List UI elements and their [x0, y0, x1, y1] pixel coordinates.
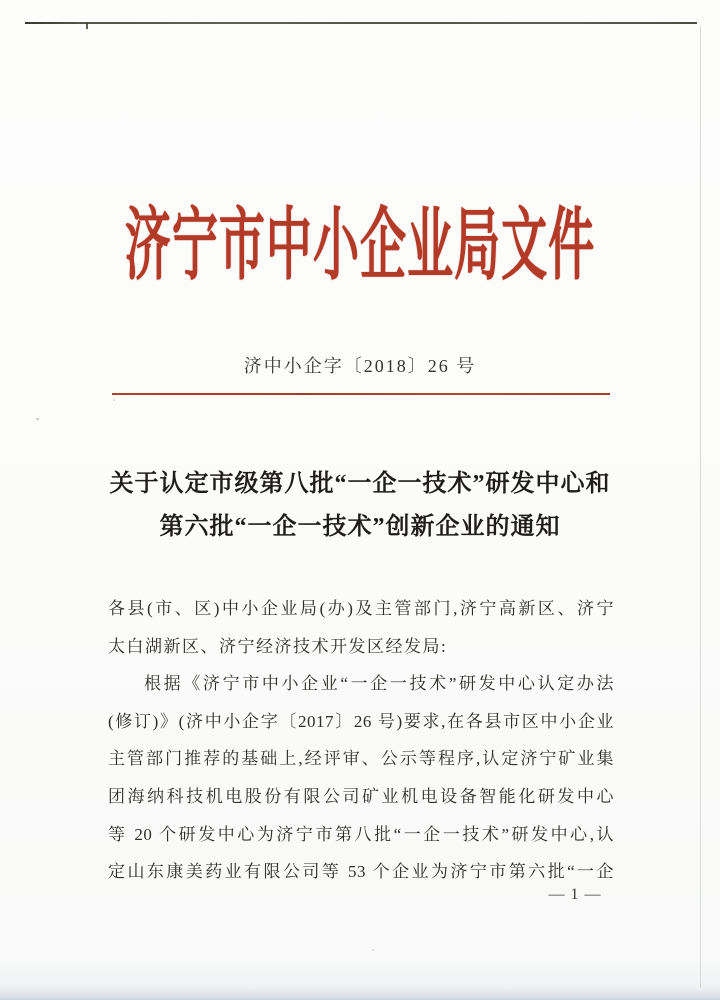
body-line-paragraph-3: 主管部门推荐的基础上,经评审、公示等程序,认定济宁矿业集 [108, 749, 614, 769]
scan-speck [36, 418, 39, 420]
body-line-addressees-1: 各县(市、区)中小企业局(办)及主管部门,济宁高新区、济宁 [108, 599, 614, 618]
body-line-paragraph-5: 等 20 个研发中心为济宁市第八批“一企一技术”研发中心,认 [108, 824, 614, 844]
notice-title-line-1: 关于认定市级第八批“一企一技术”研发中心和 [109, 471, 611, 497]
document-reference-number: 济中小企字〔2018〕26 号 [243, 356, 477, 376]
document-body [108, 590, 614, 891]
body-line-paragraph-4: 团海纳科技机电股份有限公司矿业机电设备智能化研发中心 [108, 786, 614, 806]
notice-title [60, 463, 660, 549]
notice-title-line-2: 第六批“一企一技术”创新企业的通知 [159, 514, 561, 540]
page-number: — 1 — [548, 886, 602, 903]
agency-red-header-title: 济宁市中小企业局文件 [124, 203, 596, 291]
body-line-paragraph-2: (修订)》(济中小企字〔2017〕26 号)要求,在各县市区中小企业 [108, 711, 614, 731]
scan-speck [113, 399, 115, 401]
scan-top-edge-tick [86, 23, 88, 29]
body-line-addressees-2: 太白湖新区、济宁经济技术开发区经发局: [108, 636, 448, 656]
scan-bottom-shadow [0, 988, 720, 1000]
scan-top-edge-line [25, 22, 697, 24]
scan-speck [372, 949, 374, 951]
body-line-paragraph-1: 根据《济宁市中小企业“一企一技术”研发中心认定办法 [144, 674, 614, 694]
paper-right-edge-shadow [700, 26, 701, 988]
body-line-paragraph-6: 定山东康美药业有限公司等 53 个企业为济宁市第六批“一企 [108, 862, 614, 882]
red-divider-rule [112, 393, 610, 395]
